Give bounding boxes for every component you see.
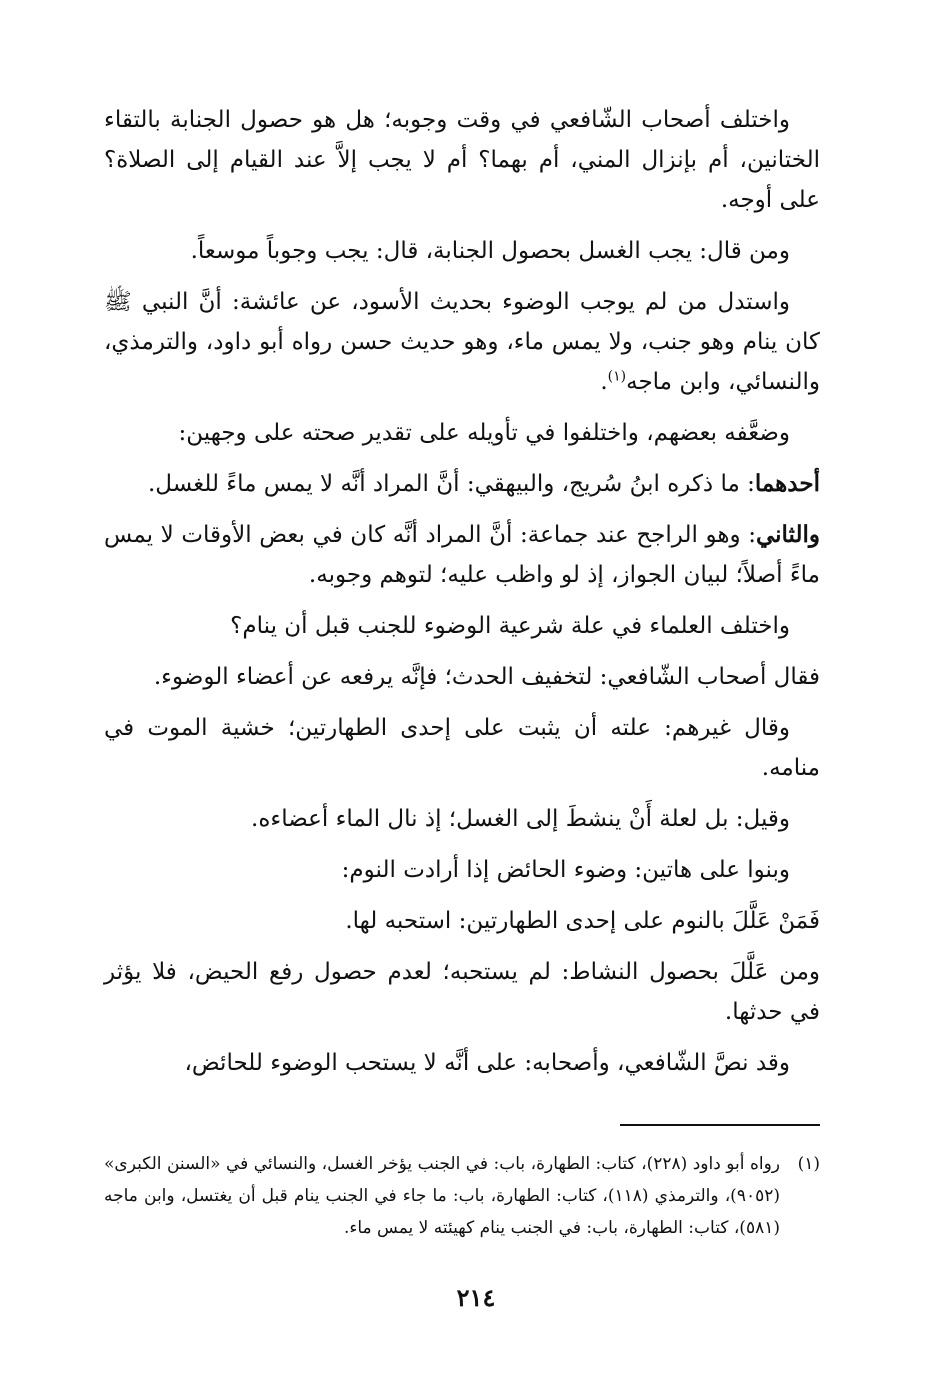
paragraph-13 (104, 952, 820, 1032)
paragraph-text: : وهو الراجح عند جماعة: أنَّ المراد أنَّه كان في بعض الأوقات لا يمس ماءً أصلاً؛ لبيان الجواز، إذ لو واظب عليه؛ لتوهم وجوبه. (104, 522, 820, 588)
paragraph-text: واختلف أصحاب الشّافعي في وقت وجوبه؛ هل هو حصول الجنابة بالتقاء الختانين، أم بإنزال المني، أم بهما؟ أم لا يجب إلاَّ عند القيام إلى الصلاة؟ على أوجه. (104, 107, 820, 213)
footnotes (104, 1148, 820, 1244)
paragraph-lead: أحدهما (754, 470, 820, 497)
footnote-text: رواه أبو داود (٢٢٨)، كتاب: الطهارة، باب: في الجنب يؤخر الغسل، والنسائي في «السنن الكبرى» (٩٠٥٢)، والترمذي (١١٨)، كتاب: الطهارة، باب: ما جاء في الجنب ينام قبل أن يغتسل، وابن ماجه (٥٨١)، كتاب: الطهارة، باب: في الجنب ينام كهيئته لا يمس ماء. (104, 1154, 780, 1238)
paragraph-text: : ما ذكره ابنُ سُريج، والبيهقي: أنَّ المراد أنَّه لا يمس ماءً للغسل. (147, 471, 755, 497)
paragraph-text: وبنوا على هاتين: وضوء الحائض إذا أرادت النوم: (341, 857, 790, 883)
footnote-reference[interactable]: (١) (607, 368, 627, 385)
paragraph-3 (104, 282, 820, 402)
paragraph-text: واستدل من لم يوجب الوضوء بحديث الأسود، عن عائشة: أنَّ النبي ﷺ كان ينام وهو جنب، ولا يمس ماء، وهو حديث حسن رواه أبو داود، والترمذي، والنسائي، وابن ماجه (104, 289, 820, 395)
footnote-separator (620, 1124, 820, 1126)
main-text (104, 100, 820, 1094)
paragraph-4 (104, 413, 820, 453)
paragraph-14 (104, 1043, 820, 1083)
paragraph-end: . (600, 369, 608, 395)
paragraph-9 (104, 708, 820, 788)
paragraph-text: ومن قال: يجب الغسل بحصول الجنابة، قال: يجب وجوباً موسعاً. (190, 238, 790, 264)
paragraph-6 (104, 515, 820, 595)
paragraph-lead: والثاني (755, 521, 820, 548)
paragraph-text: وقيل: بل لعلة أَنْ ينشطَ إلى الغسل؛ إذ نال الماء أعضاءه. (251, 806, 790, 832)
paragraph-5 (104, 464, 820, 504)
paragraph-text: وقال غيرهم: علته أن يثبت على إحدى الطهارتين؛ خشية الموت في منامه. (104, 715, 820, 781)
paragraph-8 (104, 657, 820, 697)
paragraph-12 (104, 901, 820, 941)
paragraph-text: ومن عَلَّلَ بحصول النشاط: لم يستحبه؛ لعدم حصول رفع الحيض، فلا يؤثر في حدثها. (104, 959, 820, 1025)
paragraph-2 (104, 231, 820, 271)
footnote-number: (١) (797, 1154, 820, 1174)
paragraph-text: وقد نصَّ الشّافعي، وأصحابه: على أنَّه لا يستحب الوضوء للحائض، (184, 1050, 790, 1076)
paragraph-text: فقال أصحاب الشّافعي: لتخفيف الحدث؛ فإنَّه يرفعه عن أعضاء الوضوء. (153, 664, 820, 690)
paragraph-text: فَمَنْ عَلَّلَ بالنوم على إحدى الطهارتين: استحبه لها. (345, 908, 820, 934)
paragraph-10 (104, 799, 820, 839)
paragraph-text: واختلف العلماء في علة شرعية الوضوء للجنب قبل أن ينام؟ (230, 613, 790, 639)
footnote-1 (104, 1148, 820, 1244)
paragraph-7 (104, 606, 820, 646)
paragraph-text: وضعَّفه بعضهم، واختلفوا في تأويله على تقدير صحته على وجهين: (178, 420, 790, 446)
paragraph-1 (104, 100, 820, 220)
paragraph-11 (104, 850, 820, 890)
page-number: ٢١٤ (456, 1283, 496, 1312)
